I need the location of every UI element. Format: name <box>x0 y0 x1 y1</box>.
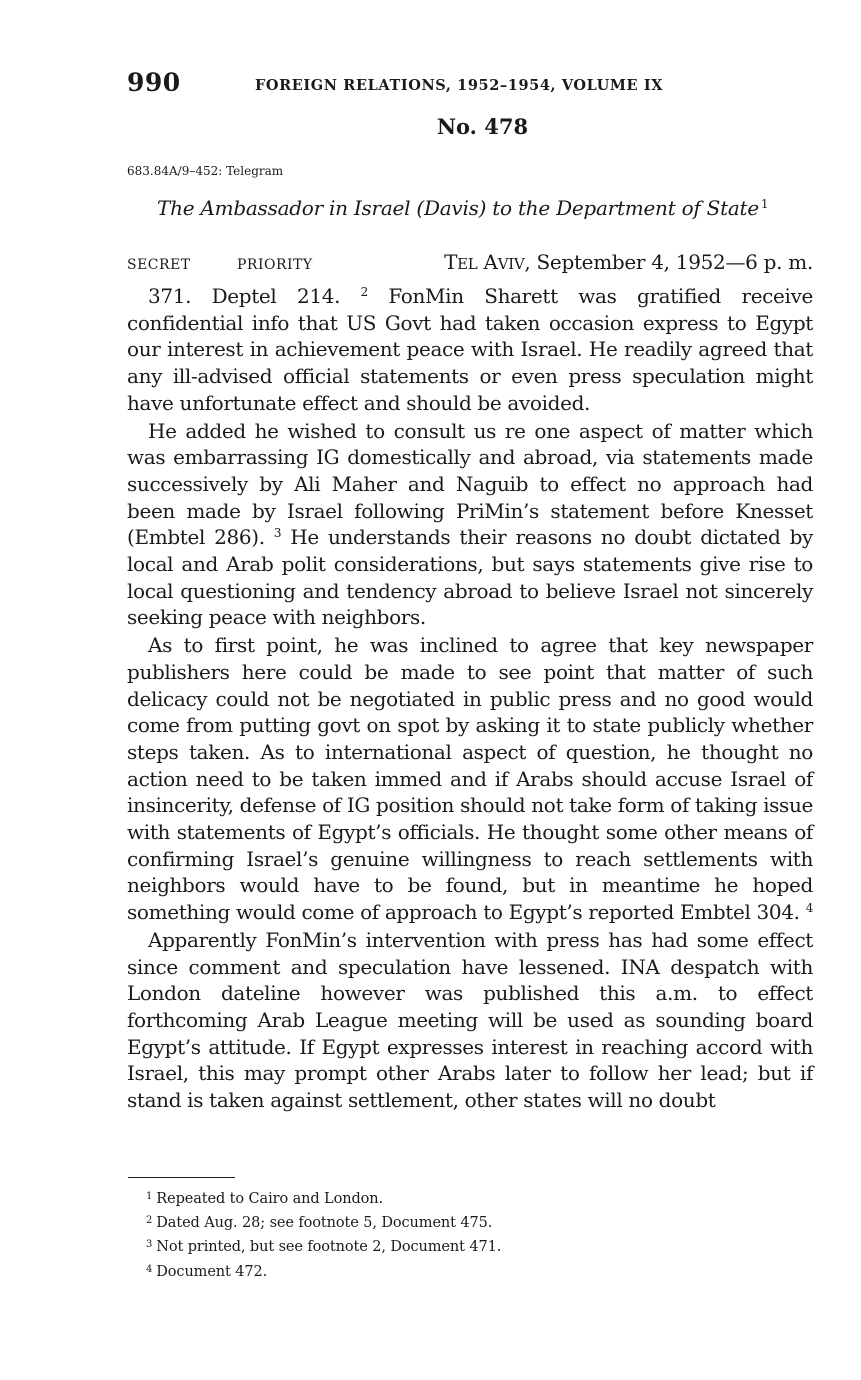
classification-label: SECRET <box>127 257 191 273</box>
paragraph-3: As to first point, he was inclined to agree that key newspaper publishers here could be made to see point that matter of such delicacy could not be negotiated in public press and no good would come from putting govt on spot by asking it to state publicly whether steps taken. As to international aspect of question, he thought no action need to be taken immed and if Arabs should accuse Israel of insincerity, defense of IG position should not take form of taking issue with statements of Egypt’s officials. He thought some other means of confirming Israel’s genuine willingness to reach settlements with neighbors would have to be found, but in meantime he hoped something would come of approach to Egypt’s reported Embtel 304. $^4$ <box>127 633 813 925</box>
footnote-2: $^2$ Dated Aug. 28; see footnote 5, Document 475. <box>146 1215 493 1232</box>
running-head <box>127 68 817 102</box>
footnote-3: $^3$ Not printed, but see footnote 2, Document 471. <box>146 1239 502 1256</box>
footnote-ref-4: 4 <box>805 901 813 916</box>
footnote-divider <box>128 1177 235 1178</box>
document-number: No. 478 <box>436 114 529 139</box>
paragraph-1: 371. Deptel 214. $^2$ FonMin Sharett was gratified receive confidential info that US Govt had taken occasion express to Egypt our interest in achievement peace with Israel. He readily agreed that any ill-advised official statements or even press speculation might have unfortunate effect and should be avoided. <box>127 284 813 415</box>
dateline: TEL AVIV, September 4, 1952—6 p. m. <box>444 250 813 274</box>
footnote-4: $^4$ Document 472. <box>146 1263 268 1280</box>
telegram-header <box>127 250 813 278</box>
document-title-text: The Ambassador in Israel (Davis) to the Department of State <box>157 196 759 220</box>
paragraph-2: He added he wished to consult us re one aspect of matter which was embarrassing IG domestically and abroad, via statements made successively by Ali Maher and Naguib to effect no approach had been made by Israel following PriMin’s statement before Knesset (Embtel 286). $^3$ He understands their reasons no doubt dictated by local and Arab polit considerations, but says statements give rise to local questioning and tendency abroad to believe Israel not sincerely seeking peace with neighbors. <box>127 418 813 630</box>
series-title: FOREIGN RELATIONS, 1952–1954, VOLUME IX <box>255 77 664 94</box>
page-number: 990 <box>127 68 181 97</box>
footnote-ref-3: 3 <box>273 526 282 541</box>
footnote-1: $^1$ Repeated to Cairo and London. <box>146 1191 384 1207</box>
paragraph-4: Apparently FonMin’s intervention with press has had some effect since comment and speculation have lessened. INA despatch with London dateline however was published this a.m. to effect forthcoming Arab League meeting will be used as sounding board Egypt’s attitude. If Egypt expresses interest in reaching accord with Israel, this may prompt other Arabs later to follow her lead; but if stand is taken against settlement, other states will no doubt <box>127 927 813 1113</box>
priority-label: PRIORITY <box>237 257 313 273</box>
telegram-body <box>127 283 813 1114</box>
file-reference: 683.84A/9–452: Telegram <box>127 164 284 178</box>
footnotes <box>146 1186 826 1283</box>
document-title <box>157 196 768 220</box>
footnote-ref-1: 1 <box>760 197 769 211</box>
footnote-ref-2: 2 <box>360 285 368 299</box>
